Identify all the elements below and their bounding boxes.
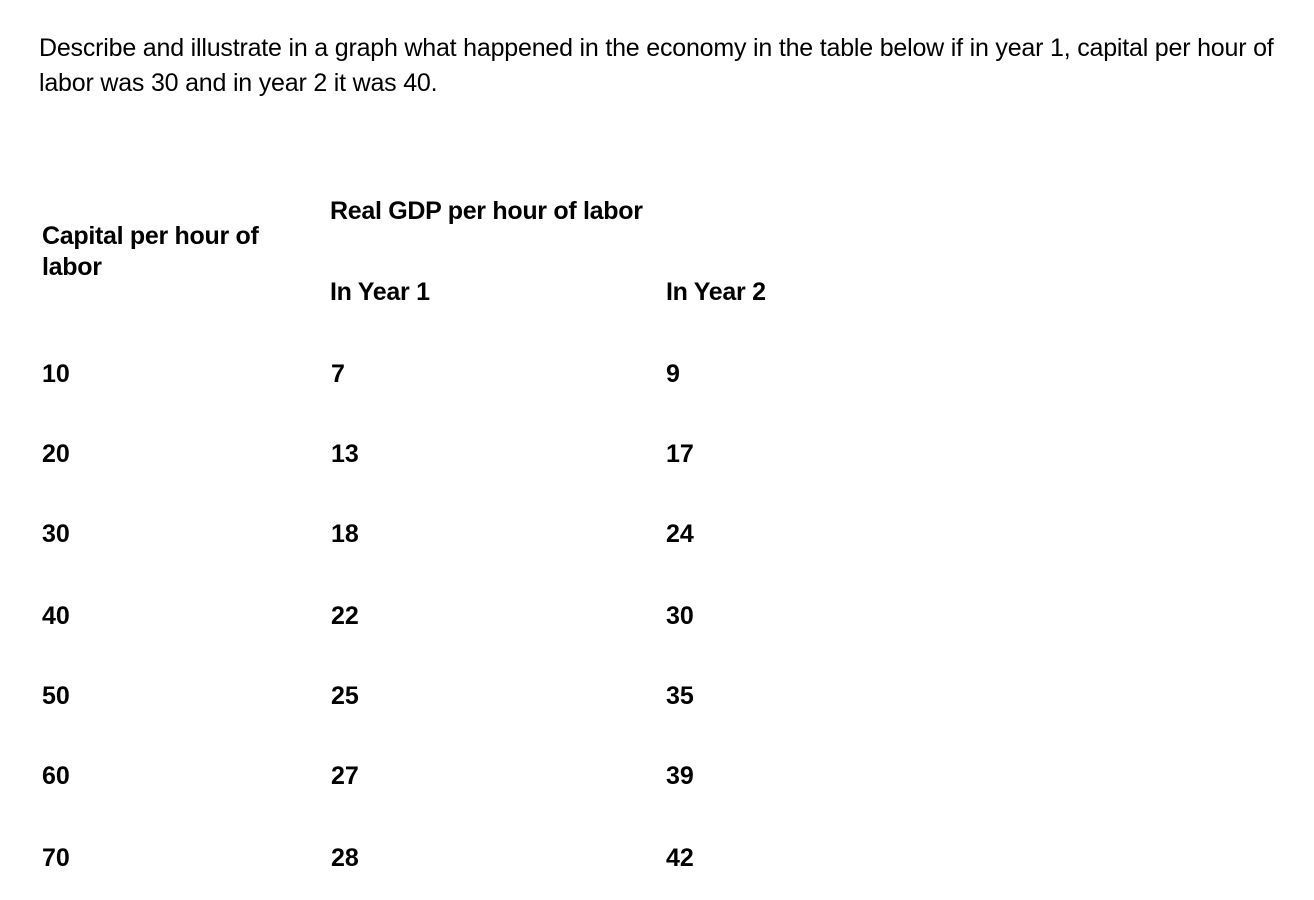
capital-cell: 50 xyxy=(42,682,70,710)
year1-gdp-cell: 13 xyxy=(331,440,359,468)
year2-gdp-cell: 39 xyxy=(666,762,694,790)
year1-gdp-cell: 25 xyxy=(331,682,359,710)
year1-gdp-cell: 22 xyxy=(331,602,359,630)
table-row xyxy=(0,514,1314,554)
table-row xyxy=(0,354,1314,394)
capital-cell: 10 xyxy=(42,360,70,388)
capital-cell: 20 xyxy=(42,440,70,468)
table-row xyxy=(0,756,1314,796)
table-row xyxy=(0,838,1314,878)
year2-gdp-cell: 24 xyxy=(666,520,694,548)
gdp-group-header: Real GDP per hour of labor xyxy=(330,197,643,225)
year2-gdp-cell: 17 xyxy=(666,440,694,468)
table-row xyxy=(0,596,1314,636)
year2-column-header: In Year 2 xyxy=(666,278,766,306)
year2-gdp-cell: 35 xyxy=(666,682,694,710)
table-row xyxy=(0,676,1314,716)
year1-gdp-cell: 18 xyxy=(331,520,359,548)
year1-gdp-cell: 27 xyxy=(331,762,359,790)
table-row xyxy=(0,434,1314,474)
capital-cell: 60 xyxy=(42,762,70,790)
capital-column-header: Capital per hour of labor xyxy=(42,222,259,281)
year1-gdp-cell: 7 xyxy=(331,360,345,388)
capital-cell: 30 xyxy=(42,520,70,548)
year2-gdp-cell: 30 xyxy=(666,602,694,630)
year1-gdp-cell: 28 xyxy=(331,844,359,872)
capital-cell: 40 xyxy=(42,602,70,630)
capital-cell: 70 xyxy=(42,844,70,872)
year2-gdp-cell: 42 xyxy=(666,844,694,872)
question-text: Describe and illustrate in a graph what happened in the economy in the table below if in year 1, capital per hour of labor was 30 and in year 2 it was 40. xyxy=(39,34,1274,97)
year2-gdp-cell: 9 xyxy=(666,360,680,388)
year1-column-header: In Year 1 xyxy=(330,278,430,306)
